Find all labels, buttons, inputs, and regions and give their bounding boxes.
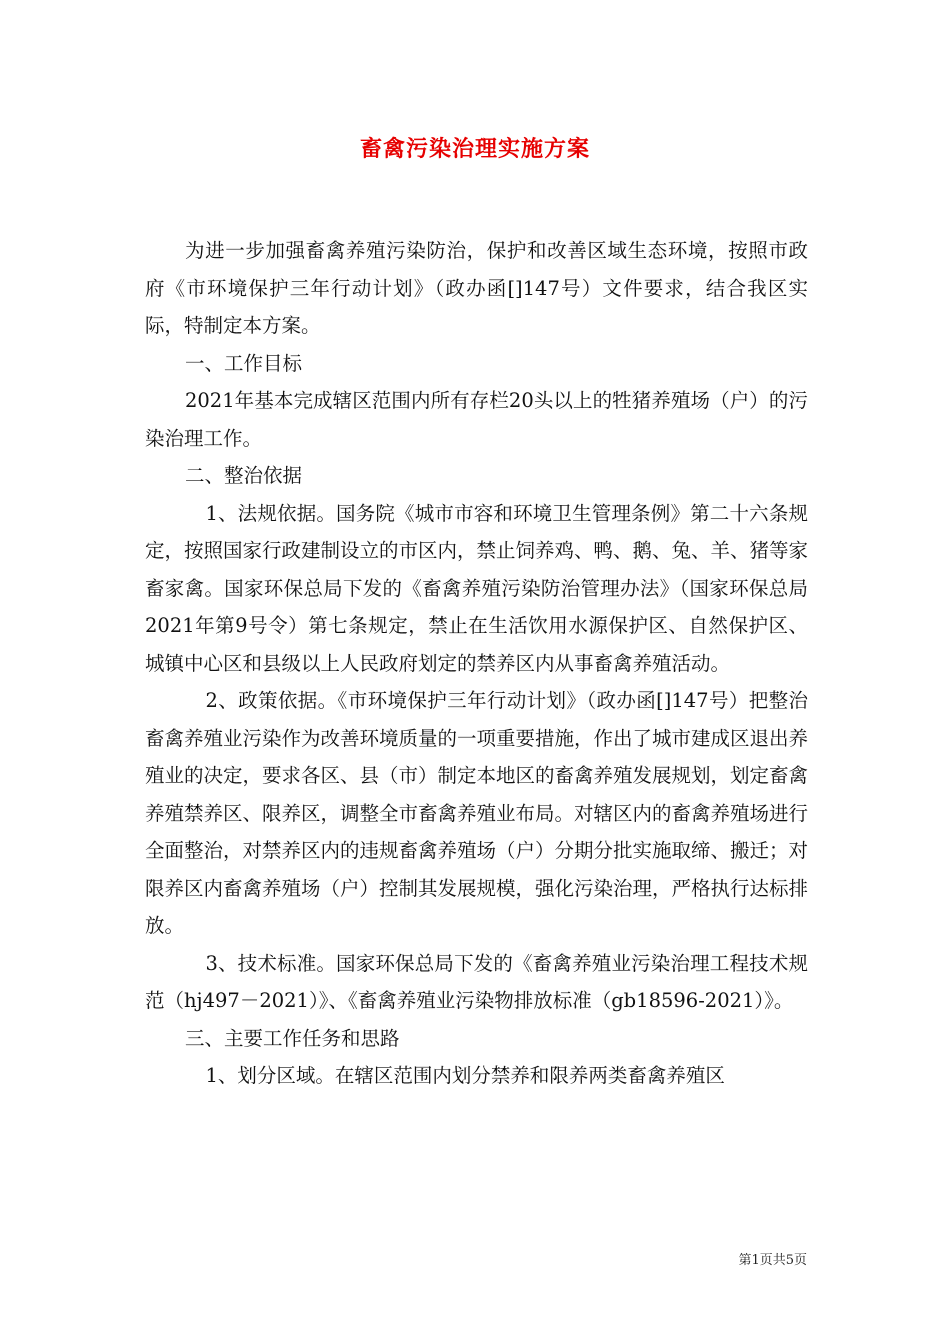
section-heading-goals: 一、工作目标 — [184, 351, 302, 375]
document-title: 畜禽污染治理实施方案 — [359, 136, 590, 162]
zoning-paragraph: 1、划分区域。在辖区范围内划分禁养和限养两类畜禽养殖区 — [205, 1064, 725, 1087]
goals-paragraph: 2021年基本完成辖区范围内所有存栏20头以上的牲猪养殖场（户）的污染治理工作。 — [145, 389, 808, 450]
document-body — [145, 232, 808, 1095]
policy-basis-paragraph: 2、政策依据。《市环境保护三年行动计划》（政办函[]147号）把整治畜禽养殖业污染作为改善环境质量的一项重要措施，作出了城市建成区退出养殖业的决定，要求各区、县（市）制定本地区的畜禽养殖发展规划，划定畜禽养殖禁养区、限养区，调整全市畜禽养殖业布局。对辖区内的畜禽养殖场进行全面整治，对禁养区内的违规畜禽养殖场（户）分期分批实施取缔、搬迁；对限养区内畜禽养殖场（户）控制其发展规模，强化污染治理，严格执行达标排放。 — [145, 689, 809, 937]
page-number: 第1页共5页 — [738, 1253, 807, 1268]
legal-basis-paragraph: 1、法规依据。国务院《城市市容和环境卫生管理条例》第二十六条规定，按照国家行政建制设立的市区内，禁止饲养鸡、鸭、鹅、兔、羊、猪等家畜家禽。国家环保总局下发的《畜禽养殖污染防治管理办法》（国家环保总局2021年第9号令）第七条规定，禁止在生活饮用水源保护区、自然保护区、城镇中心区和县级以上人民政府划定的禁养区内从事畜禽养殖活动。 — [145, 501, 809, 675]
intro-paragraph: 为进一步加强畜禽养殖污染防治，保护和改善区域生态环境，按照市政府《市环境保护三年行动计划》（政办函[]147号）文件要求，结合我区实际，特制定本方案。 — [145, 239, 808, 337]
section-heading-basis: 二、整治依据 — [184, 464, 302, 487]
section-heading-tasks: 三、主要工作任务和思路 — [184, 1026, 400, 1050]
technical-standard-paragraph: 3、技术标准。国家环保总局下发的《畜禽养殖业污染治理工程技术规范（hj497－2021）》、《畜禽养殖业污染物排放标准（gb18596-2021）》。 — [145, 951, 808, 1012]
